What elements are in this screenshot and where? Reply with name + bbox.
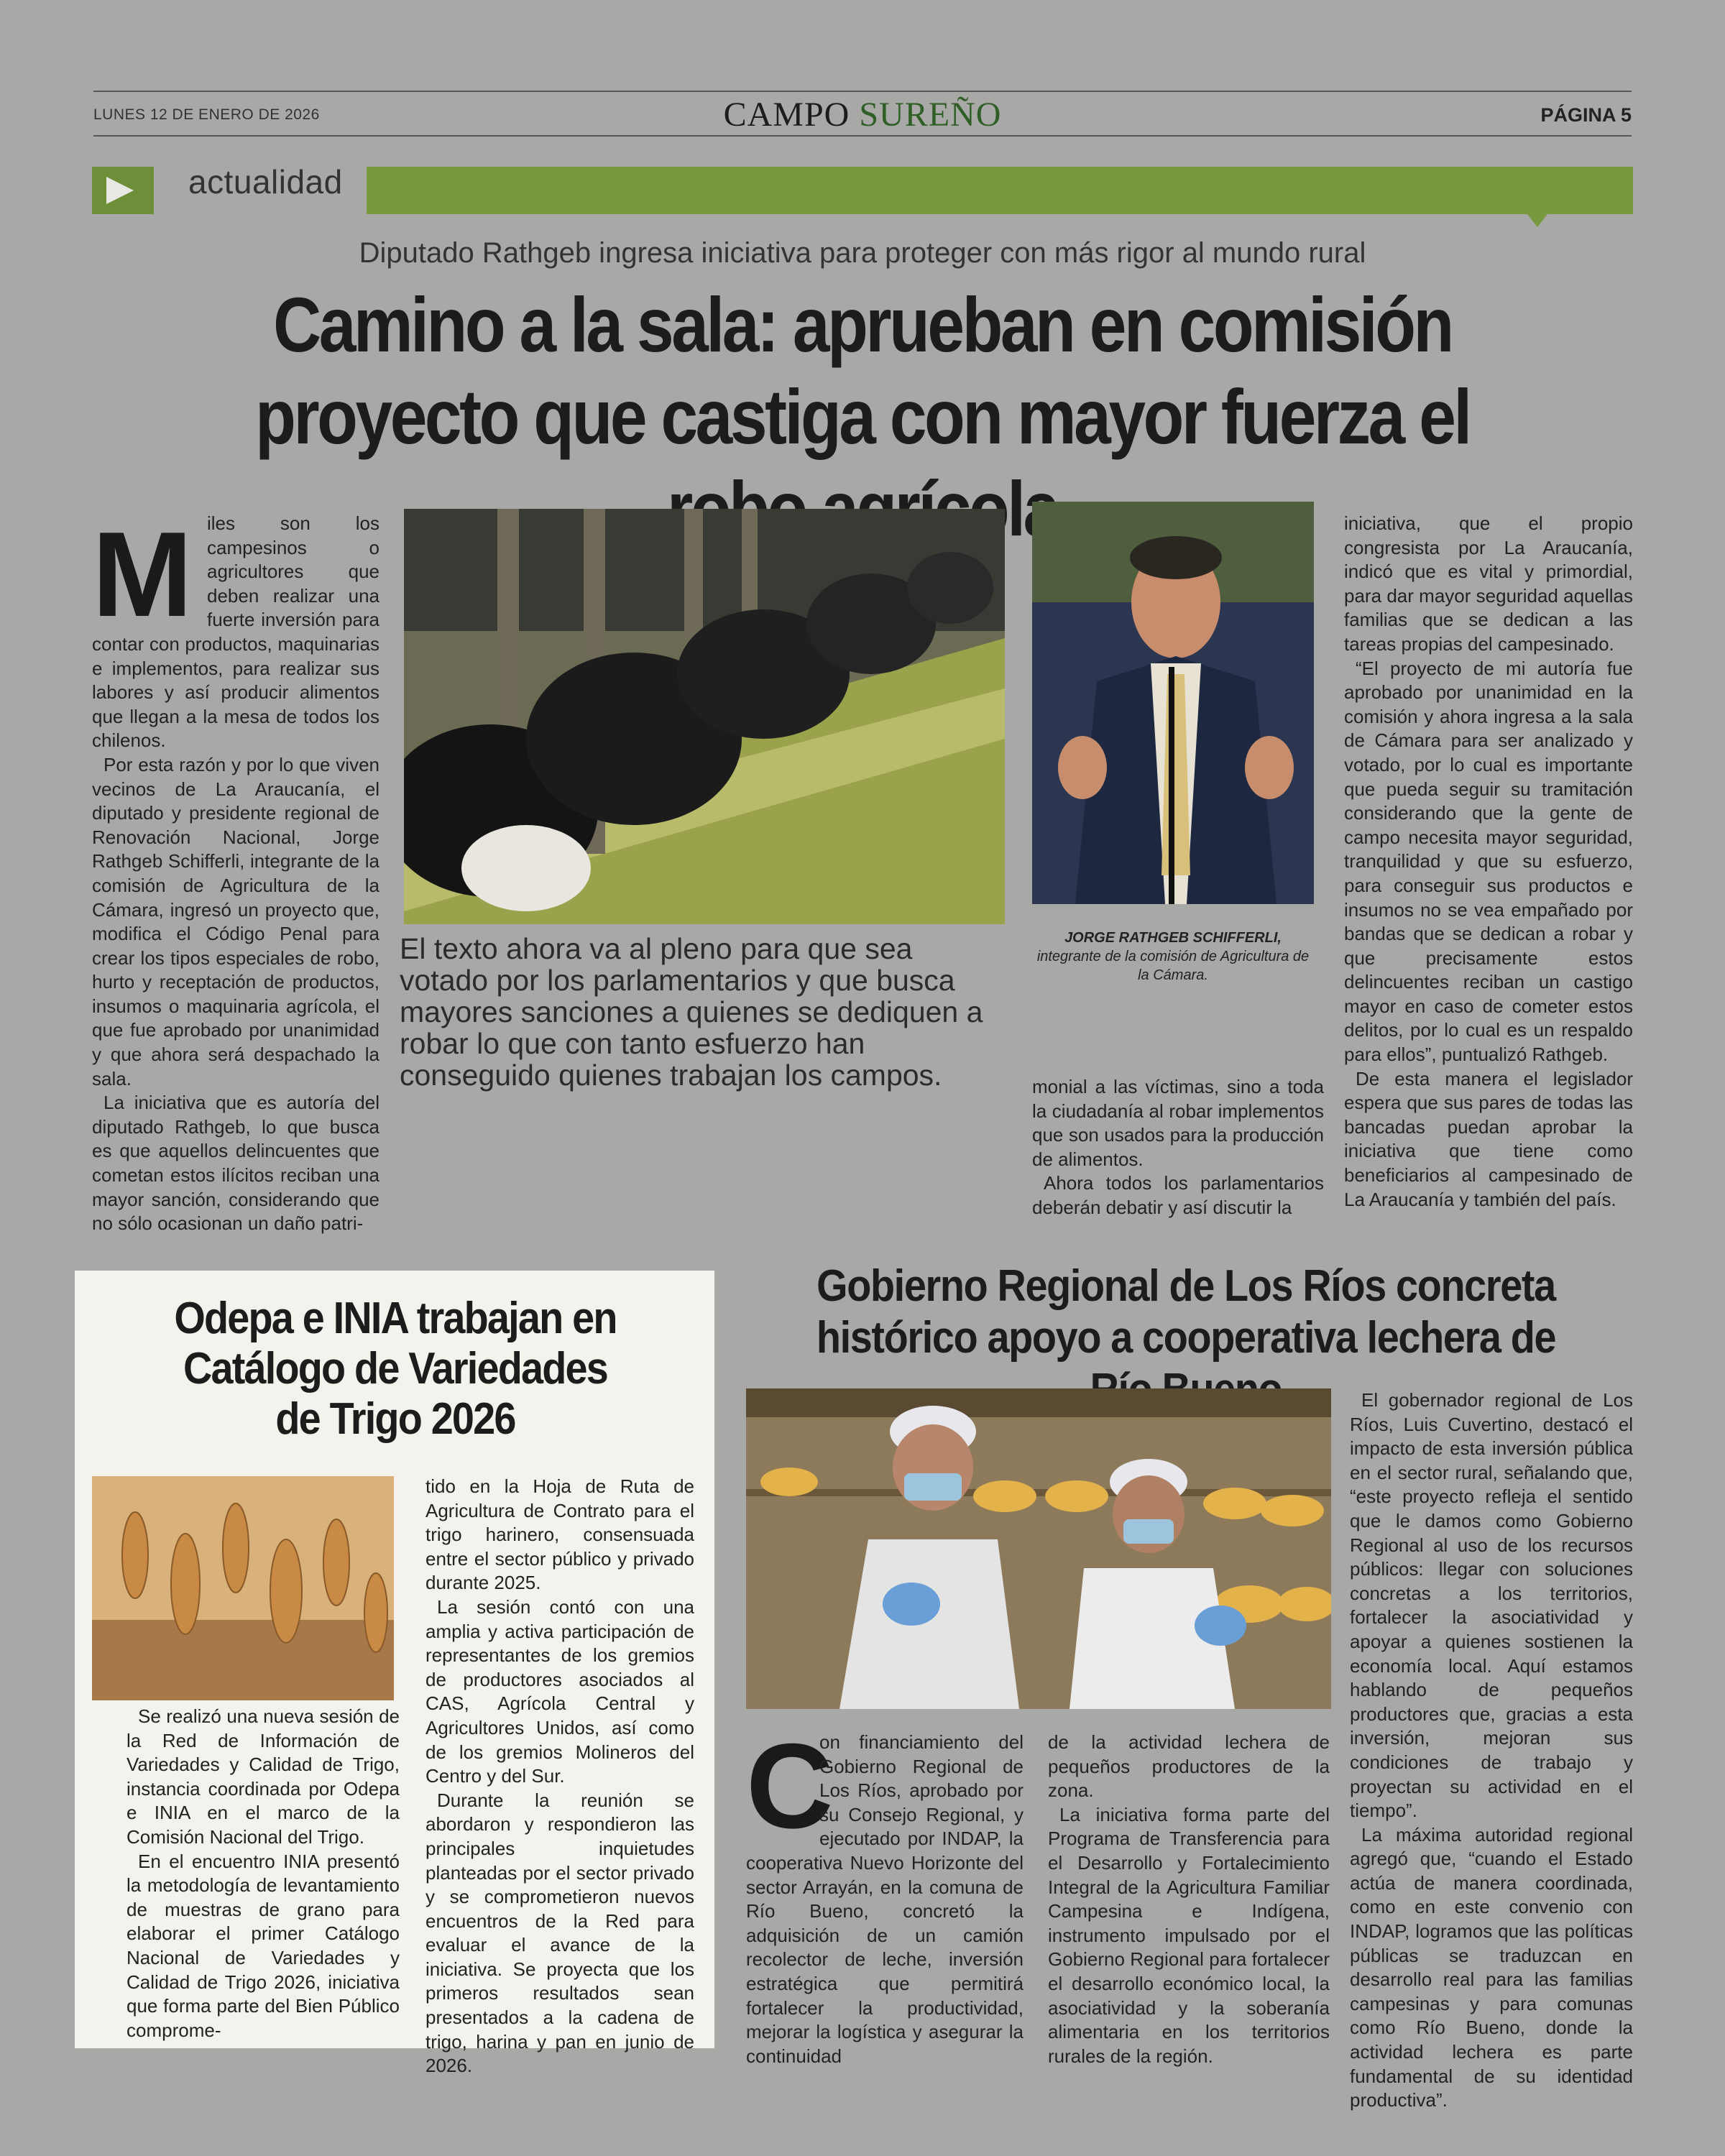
caption-name: JORGE RATHGEB SCHIFFERLI,	[1064, 930, 1282, 946]
odepa-column-2	[426, 1475, 694, 2078]
wheat-photo	[92, 1476, 394, 1700]
caption-text: integrante de la comisión de Agricultura de la Cámara.	[1036, 949, 1310, 983]
gob-column-3	[1350, 1388, 1633, 2113]
paragraph: tido en la Hoja de Ruta de Agricultura de Contrato para el trigo harinero, consensuada entre el sector público y privado durante 2025.	[426, 1475, 694, 1594]
masthead-part1: CAMPO	[723, 96, 850, 134]
paragraph: on financiamiento del Gobierno Regional de Los Ríos, aprobado por su Consejo Regional, y ejecutado por INDAP, la cooperativa Nuevo Horizonte del sector Arrayán, en la comuna de Río Bueno, concretó la adquisición de un camión recolector de leche, inversión estratégica que permitirá fortalecer la productividad, mejorar la logística y asegurar la continuidad	[746, 1731, 1024, 2067]
play-icon	[92, 167, 154, 214]
masthead-part2: SUREÑO	[859, 96, 1002, 134]
newspaper-masthead	[647, 95, 1078, 134]
paragraph: monial a las víctimas, sino a toda la ciudadanía al robar implementos que son usados para la producción de alimentos.	[1032, 1076, 1324, 1170]
paragraph: Se realizó una nueva sesión de la Red de Información de Variedades y Calidad de Trigo, instancia coordinada por Odepa e INIA en el marco de la Comisión Nacional del Trigo.	[126, 1705, 400, 1848]
paragraph: “El proyecto de mi autoría fue aprobado por unanimidad en la comisión y ahora ingresa a la sala de Cámara para ser analizado y votado, por lo cual es importante que pueda seguir su tramitación considerando que la gente de campo necesita mayor seguridad, tranquilidad y que su esfuerzo, para conseguir sus productos e insumos no se vea empañado por bandas que se dedican a robar y que precisamente estos delincuentes reciban un castigo mayor en caso de cometer estos delitos, por lo cual es un respaldo para ellos”, puntualizó Rathgeb.	[1344, 657, 1633, 1066]
paragraph: Ahora todos los parlamentarios deberán debatir y así discutir la	[1032, 1172, 1324, 1218]
paragraph: La iniciativa que es autoría del diputado Rathgeb, lo que busca es que aquellos delincuentes que cometan estos ilícitos reciban una mayor sanción, considerando que no sólo ocasionan un daño patri-	[92, 1092, 380, 1235]
main-story-column-4	[1344, 512, 1633, 1212]
main-story-column-3	[1032, 1075, 1324, 1220]
cheese-workers-photo	[746, 1388, 1331, 1709]
main-dropcap: M	[92, 507, 193, 642]
gob-headline: Gobierno Regional de Los Ríos concreta histórico apoyo a cooperativa lechera de	[816, 1261, 1556, 1363]
paragraph: El gobernador regional de Los Ríos, Luis Cuvertino, destacó el impacto de esta inversión pública en el sector rural, señalando que, “este proyecto refleja el sentido que le damos como Gobierno Regional al uso de los recursos públicos: llegar con soluciones concretas a los territorios, fortalecer la asociatividad y apoyar a quienes sostienen la economía local. Aquí estamos hablando de pequeños productores que, gracias a esta inversión, mejoran sus condiciones de trabajo y proyectan su actividad en el tiempo”.	[1350, 1389, 1633, 1822]
paragraph: De esta manera el legislador espera que sus pares de todas las bancadas puedan aprobar la iniciativa que tiene como beneficiarios al campesinado de La Araucanía y también del país.	[1344, 1067, 1633, 1210]
gob-column-1	[746, 1718, 1024, 2068]
paragraph: iniciativa, que el propio congresista por La Araucanía, indicó que es vital y primordial, para dar mayor seguridad aquellas familias que se dedican a las tareas propias del campesinado.	[1344, 512, 1633, 655]
paragraph: La máxima autoridad regional agregó que, “cuando el Estado actúa de manera coordinada, como en este convenio con INDAP, logramos que las políticas públicas se traduzcan en desarrollo real para las familias campesinas y para comunas como Río Bueno, donde la actividad lechera es parte fundamental de su identidad productiva”.	[1350, 1823, 1633, 2111]
masthead-top-rule	[93, 91, 1632, 92]
main-story-column-1	[92, 507, 380, 1236]
masthead-bottom-rule	[93, 135, 1632, 137]
paragraph: En el encuentro INIA presentó la metodología de levantamiento de muestras de grano para elaborar el primer Catálogo Nacional de Variedades y Calidad de Trigo 2026, iniciativa que forma parte del Bien Público comprome-	[126, 1850, 400, 2041]
cows-feeding-photo	[404, 509, 1005, 924]
main-kicker: Diputado Rathgeb ingresa iniciativa para proteger con más rigor al mundo rural	[359, 237, 1366, 269]
pull-quote: El texto ahora va al pleno para que sea votado por los parlamentarios y que busca mayores sanciones a quienes se dediquen a robar lo que con tanto esfuerzo han conseguido quienes trabajan los campos.	[400, 932, 983, 1092]
section-bar-notch	[1527, 214, 1547, 227]
paragraph: La sesión contó con una amplia y activa participación de representantes de los gremios de productores asociados al CAS, Agrícola Central y Agricultores Unidos, así como de los gremios Molineros del Centro y del Sur.	[426, 1595, 694, 1787]
photo-caption	[1032, 929, 1314, 985]
paragraph: iles son los campesinos o agricultores que deben realizar una fuerte inversión para contar con productos, maquinarias e implementos, para realizar sus labores y así producir alimentos que llegan a la mesa de todos los chilenos.	[92, 512, 380, 752]
paragraph: Por esta razón y por lo que viven vecinos de La Araucanía, el diputado y presidente regional de Renovación Nacional, Jorge Rathgeb Schifferli, integrante de la comisión de Agricultura de la Cámara, ingresó un proyecto que, modifica el Código Penal para crear los tipos especiales de robo, hurto y receptación de productos, insumos o maquinaria agrícola, el que fue aprobado por unanimidad y que ahora será despachado la sala.	[92, 753, 380, 1089]
issue-date: LUNES 12 DE ENERO DE 2026	[93, 106, 320, 123]
odepa-headline: Odepa e INIA trabajan en Catálogo de Variedades de Trigo 2026	[174, 1294, 617, 1444]
gob-dropcap: C	[746, 1718, 834, 1853]
section-bar	[367, 167, 1633, 214]
page-number: PÁGINA 5	[1540, 104, 1632, 126]
gob-column-2	[1048, 1731, 1330, 2068]
paragraph: La iniciativa forma parte del Programa de Transferencia para el Desarrollo y Fortalecimiento Integral de la Agricultura Familiar Campesina e Indígena, instrumento impulsado por el Gobierno Regional para fortalecer el desarrollo económico local, la asociatividad y la soberanía alimentaria en los territorios rurales de la región.	[1048, 1803, 1330, 2067]
odepa-column-1	[126, 1705, 400, 2042]
section-label: actualidad	[188, 163, 343, 201]
deputy-portrait-photo	[1032, 502, 1314, 904]
main-headline: Camino a la sala: aprueban en comisión proyecto que castiga con mayor fuerza el	[255, 281, 1470, 460]
paragraph: Durante la reunión se abordaron y respondieron las principales inquietudes planteadas por el sector privado y se comprometieron nuevos encuentros de la Red para evaluar el avance de la iniciativa. Se proyecta que los primeros resultados sean presentados a la cadena de trigo, harina y pan en junio de 2026.	[426, 1789, 694, 2077]
paragraph: de la actividad lechera de pequeños productores de la zona.	[1048, 1731, 1330, 1802]
